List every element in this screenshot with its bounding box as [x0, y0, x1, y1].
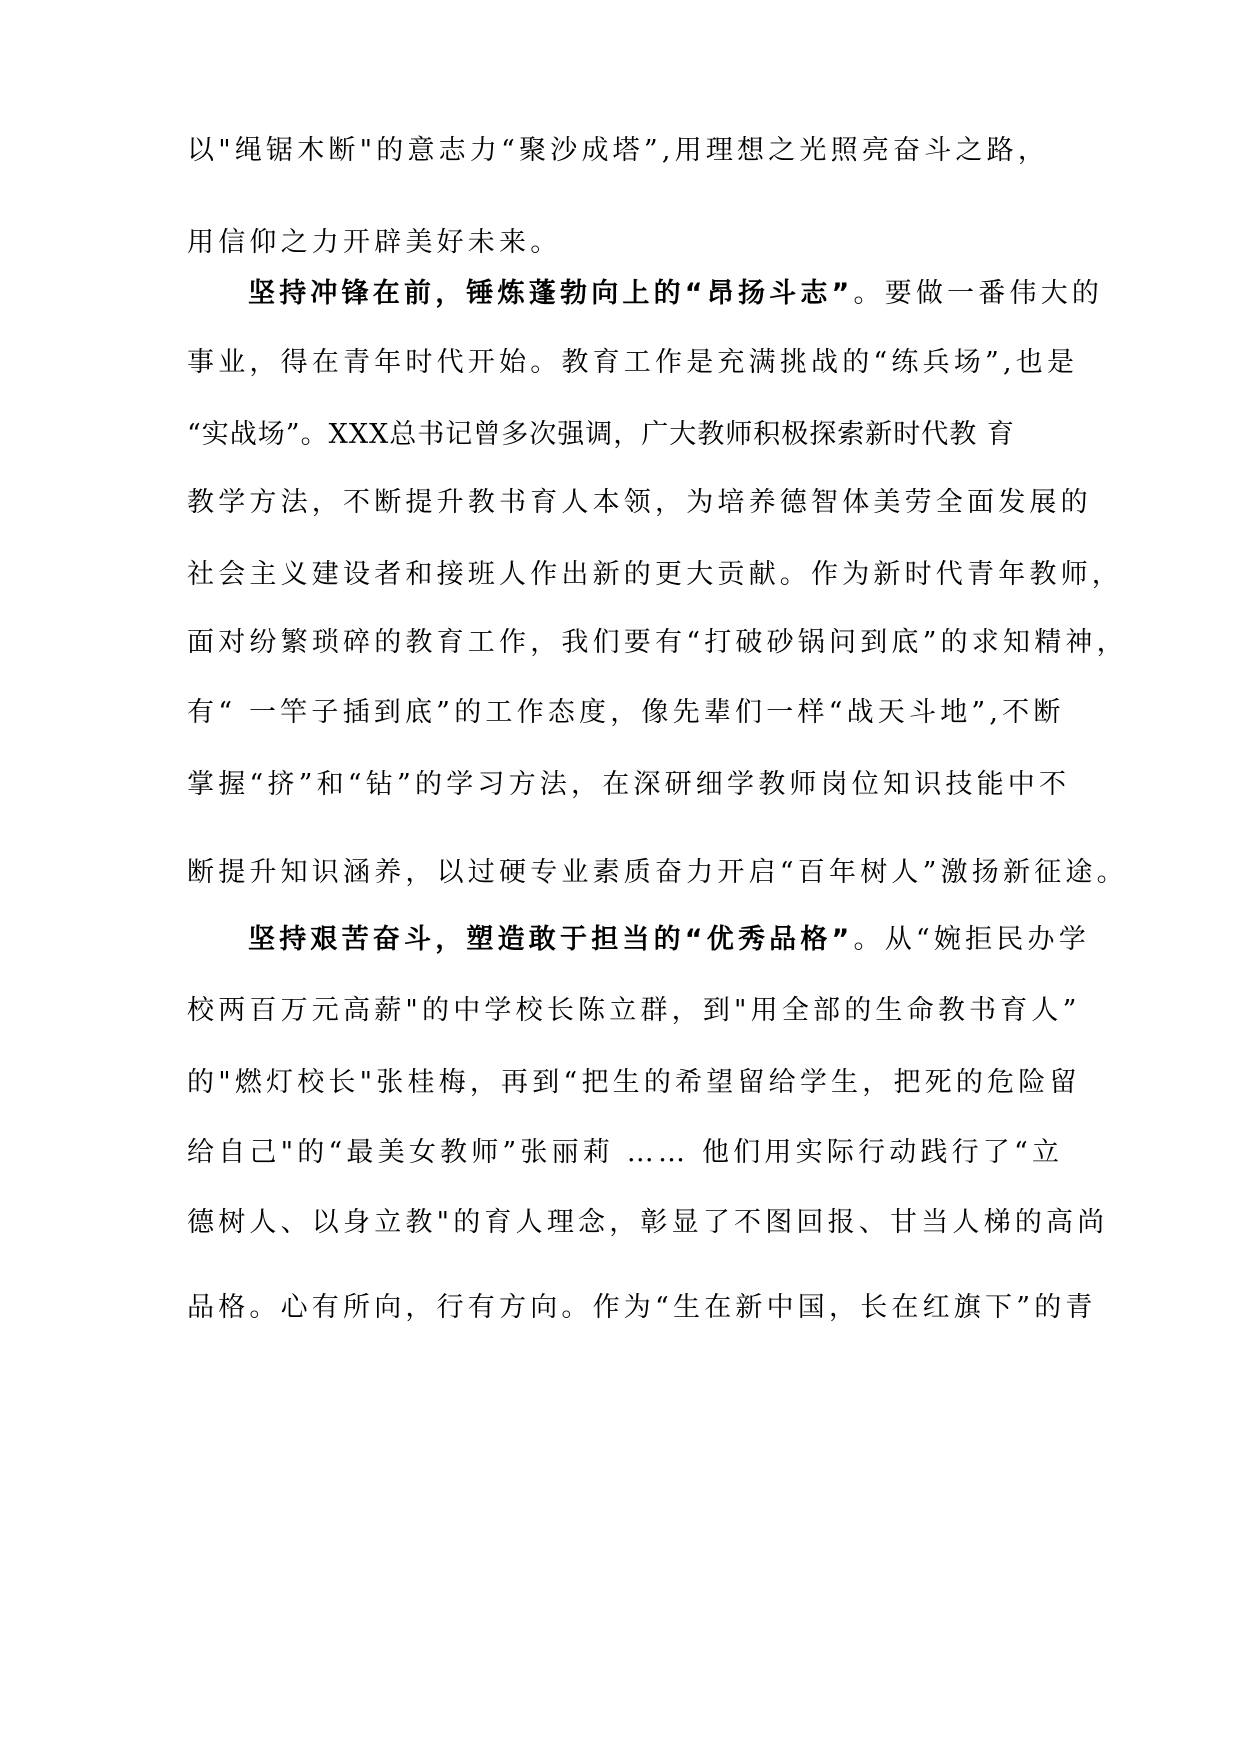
paragraph-text: 。要做一番伟大的	[853, 278, 1104, 309]
paragraph-line: 有“ 一竿子插到底”的工作态度，像先辈们一样“战天斗地”,不断	[187, 697, 1065, 728]
paragraph-line: 用信仰之力开辟美好未来。	[187, 227, 562, 258]
section-heading-line	[248, 276, 1103, 312]
section-heading: 坚持艰苦奋斗，塑造敢于担当的“优秀品格”	[248, 924, 854, 955]
paragraph-line: 掌握“挤”和“钻”的学习方法，在深研细学教师岗位知识技能中不	[187, 769, 1071, 800]
paragraph-line: 品格。心有所向，行有方向。作为“生在新中国，长在红旗下”的青	[187, 1292, 1097, 1323]
paragraph-line: 事业，得在青年时代开始。教育工作是充满挑战的“练兵场”,也是	[187, 347, 1079, 378]
section-heading: 坚持冲锋在前，锤炼蓬勃向上的“昂扬斗志”	[248, 278, 854, 309]
paragraph-line: 校两百万元高薪"的中学校长陈立群，到"用全部的生命教书育人”	[187, 995, 1081, 1026]
paragraph-line: 德树人、以身立教"的育人理念，彰显了不图回报、甘当人梯的高尚	[187, 1207, 1109, 1238]
paragraph-line: 给自己"的“最美女教师”张丽莉 …… 他们用实际行动践行了“立	[187, 1137, 1064, 1168]
paragraph-line: “实战场”。XXX总书记曾多次强调，广大教师积极探索新时代教 育	[187, 419, 1015, 450]
paragraph-line: 以"绳锯木断"的意志力“聚沙成塔”,用理想之光照亮奋斗之路，	[187, 135, 1050, 166]
paragraph-line: 面对纷繁琐碎的教育工作，我们要有“打破砂锅问到底”的求知精神，	[187, 627, 1128, 658]
paragraph-text: 。从“婉拒民办学	[853, 924, 1090, 955]
paragraph-line: 断提升知识涵养，以过硬专业素质奋力开启“百年树人”激扬新征途。	[187, 857, 1128, 888]
paragraph-line: 社会主义建设者和接班人作出新的更大贡献。作为新时代青年教师，	[187, 559, 1123, 590]
paragraph-line: 教学方法，不断提升教书育人本领，为培养德智体美劳全面发展的	[187, 487, 1092, 518]
section-heading-line	[248, 922, 1090, 958]
paragraph-line: 的"燃灯校长"张桂梅，再到“把生的希望留给学生，把死的危险留	[187, 1067, 1081, 1098]
